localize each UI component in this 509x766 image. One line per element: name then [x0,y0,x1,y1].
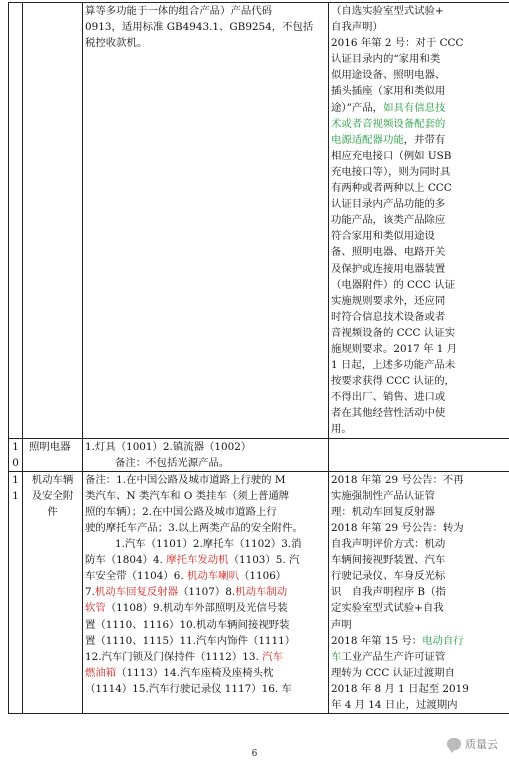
text-segment: 认证目录内产品功能的多 [331,198,446,211]
scope-line: 1.灯具（1001）2.镇流器（1002） [85,440,252,453]
text-line [331,116,507,132]
highlighted-text: 电源适配器功能 [331,133,404,146]
note-cell [329,3,509,439]
text-line [331,649,507,665]
text-line [331,665,507,681]
category-cell [23,438,83,471]
page-number: 6 [251,749,258,759]
highlighted-text: 术或者音视频设备配套的 [331,117,446,130]
text-segment: 实施强制性产品认证管 [331,489,435,502]
text-segment: 1.汽车（1101）2.摩托车（1102）3.消 [115,538,302,551]
text-line [331,472,507,488]
text-segment: 定实验室型式试验+自我 [331,602,444,615]
highlighted-text: 软管 [85,602,106,615]
text-segment: （1107）8. [178,586,236,599]
text-line [331,617,507,633]
text-segment: （1113）14.汽车座椅及座椅头枕 [116,666,274,679]
text-line [85,633,326,649]
highlighted-text: 燃油箱 [85,666,117,679]
row-number-cell [9,471,23,713]
text-line [331,164,507,180]
category-line: 及安全附 [31,489,74,502]
text-segment: 用。 [331,423,352,436]
text-line [85,568,326,584]
scope-line: 备注：不包括光源产品。 [115,456,230,469]
text-line [331,180,507,196]
text-segment: 工业产品生产许可证管 [341,650,446,663]
text-line [331,389,507,405]
text-segment: 2016 年第 2 号：对于 CCC [331,37,464,50]
text-segment: 2018 年第 29 号公告：不再 [331,473,464,486]
text-segment: 有两种或者两种以上 CCC [331,182,452,195]
text-line [85,552,326,568]
text-line [331,244,507,260]
table-row [9,471,509,713]
text-line [331,261,507,277]
scope-cell [83,438,329,471]
text-segment: 置（1110、1116）10.机动车辆间接视野装 [85,618,290,631]
highlighted-text: 机动车制动 [235,586,288,599]
text-segment: 2018 年第 15 号： [331,634,423,647]
text-line [331,35,507,51]
text-segment: 行驶记录仪、车身反光标 [331,570,446,583]
text-segment: 置（1110、1115）11.汽车内饰件（1111） [85,634,296,647]
watermark [444,735,501,753]
text-line: 算等多功能于一体的组合产品）产品代码 [85,5,273,17]
text-line [331,309,507,325]
text-line [331,83,507,99]
text-segment: 认证目录内的“家用和类 [331,53,441,66]
text-segment: 按要求获得 CCC 认证的， [331,375,455,388]
text-line [331,568,507,584]
highlighted-text: 汽车 [262,650,283,663]
text-segment: 自我声明评价方式：机动 [331,538,446,551]
text-segment: 途）”产品， [331,101,384,114]
highlighted-text: 电动自行 [422,634,464,647]
text-segment: 12.汽车门锁及门保持件（1112）13. [85,650,263,663]
text-segment: 备、照明电器、电路开关 [331,246,446,259]
watermark-text: 质量云 [465,738,498,751]
text-segment: 相应充电接口（例如 USB [331,149,452,162]
table-row [9,3,509,439]
text-segment: 2018 年第 29 号公告：转为 [331,522,464,534]
text-line [331,196,507,212]
row-number-digit: 1 [12,489,19,502]
text-line: 税控收款机。 [85,37,148,50]
text-segment: （自选实验室型式试验+ [331,5,444,17]
text-segment: 理：机动车回复反射器 [331,505,435,518]
text-line [85,665,326,681]
text-line [331,228,507,244]
note-cell [329,438,509,471]
text-line [85,681,326,697]
text-line [331,51,507,67]
text-line: 0913，适用标准 GB4943.1、GB9254，不包括 [85,21,314,34]
text-segment: （1114）15.汽车行驶记录仪 1117）16. 车 [85,682,292,695]
text-line [85,472,326,488]
text-segment: （电器附件）的 CCC 认证 [331,278,455,291]
category-label: 照明电器 [29,440,71,453]
text-line [331,697,507,713]
text-segment: 实施规则要求外，还应同 [331,294,446,307]
text-segment: 车辆间接视野装置、汽车 [331,554,446,567]
text-segment: 7. [85,586,95,599]
text-line [85,536,326,552]
text-line [331,504,507,520]
row-number-digit: 1 [12,473,19,486]
highlighted-text: 如具有信息技 [383,101,446,114]
text-line [331,584,507,600]
text-segment: （1106） [238,570,287,583]
text-segment: 功能产品，该类产品除应 [331,214,446,227]
scope-cell [83,3,329,439]
text-line [331,325,507,341]
text-line [85,600,326,616]
text-line [331,212,507,228]
text-line [331,293,507,309]
text-line [331,100,507,116]
row-number-digit: 0 [12,456,19,469]
text-segment: 防车（1804）4. [85,554,167,567]
text-segment: 2018 年 8 月 1 日起至 2019 [331,682,469,695]
text-segment: 音视频设备的 CCC 认证实 [331,326,455,339]
table-row [9,438,509,471]
text-line [331,552,507,568]
text-segment: 自我声明） [331,21,383,34]
text-line [331,357,507,373]
text-line [331,19,507,35]
text-line [85,584,326,600]
highlighted-text: 机动车回复反射器 [94,586,179,599]
text-line [331,600,507,616]
text-segment: 及保护或连接用电器装置 [331,262,446,275]
text-line [85,617,326,633]
text-segment: 施规则要求。2017 年 1 月 [331,342,458,355]
text-segment: 年 4 月 14 日止，过渡期内 [331,699,458,712]
text-line [331,341,507,357]
text-segment: 驶的摩托车产品；3.以上两类产品的安全附件。 [85,522,303,534]
text-segment: 似用途设备、照明电器、 [331,69,446,82]
text-segment: 1 日起，上述多功能产品未 [331,359,456,372]
category-cell [23,471,83,713]
text-line [331,405,507,421]
text-line [331,277,507,293]
text-segment: 照的车辆）；2.在中国公路及城市道路上行 [85,505,277,518]
text-line [85,504,326,520]
text-line [331,681,507,697]
text-line [331,488,507,504]
text-segment: 者在其他经营性活动中使 [331,407,446,420]
row-number-cell [9,3,23,439]
scope-cell [83,471,329,713]
row-number-digit: 1 [12,440,19,453]
text-segment: ，并带有 [403,133,446,146]
text-segment: 理转为 CCC 认证过渡期自 [331,666,455,679]
text-segment: 车安全带（1104）6. [85,570,188,583]
text-segment: 声明 [331,618,352,631]
text-line [331,421,507,437]
highlighted-text: 机动车喇叭 [187,570,239,583]
text-segment: 类汽车、N 类汽车和 O 类挂车（须上普通牌 [85,489,290,502]
text-line [331,148,507,164]
text-segment: 时符合信息技术设备或者 [331,310,446,323]
note-cell [329,471,509,713]
chat-bubble-icon [447,738,461,750]
highlighted-text: 摩托车发动机 [166,554,229,567]
text-line [331,633,507,649]
highlighted-text: 车 [331,650,342,663]
text-segment: 插头插座（家用和类似用 [331,85,446,98]
category-line: 件 [47,505,58,518]
category-cell [23,3,83,439]
text-segment: 充电接口等），则为同时具 [331,165,451,178]
category-line: 机动车辆 [31,473,74,486]
text-segment: 备注：1.在中国公路及城市道路上行驶的 M [85,473,286,486]
text-line [331,373,507,389]
row-number-cell [9,438,23,471]
text-line [331,536,507,552]
text-line [331,132,507,148]
text-segment: （1108）9.机动车外部照明及光信号装 [105,602,288,615]
text-line [85,649,326,665]
text-line [85,488,326,504]
ccc-catalog-table [8,2,509,714]
text-line [85,520,326,536]
text-line [331,67,507,83]
text-segment: （1103）5. 汽 [228,554,300,567]
text-segment: 识 自我声明程序 B（指 [331,586,446,599]
text-line [331,520,507,536]
text-segment: 不得出厂、销售、进口或 [331,391,446,404]
text-segment: 符合家用和类似用途设 [331,230,435,243]
text-line [331,3,507,19]
